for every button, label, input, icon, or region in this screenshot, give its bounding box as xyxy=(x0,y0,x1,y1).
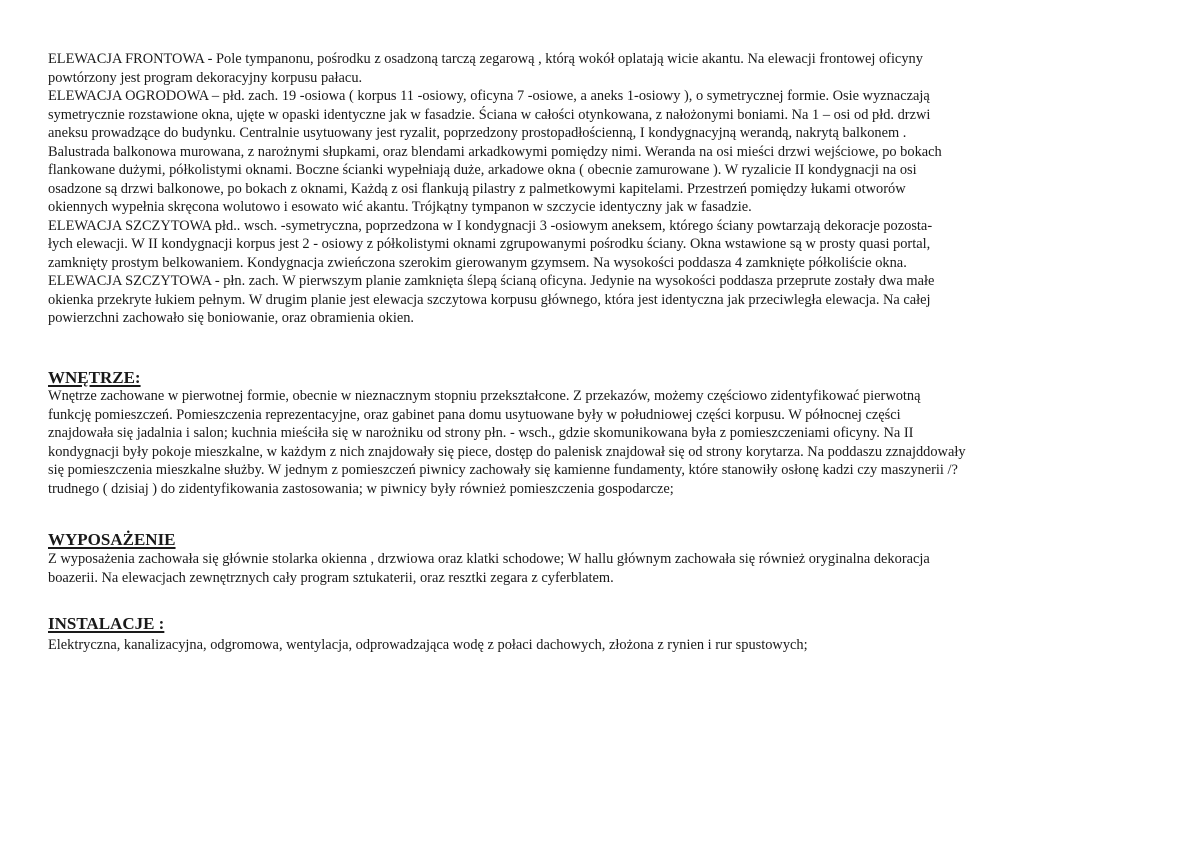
text-line: symetrycznie rozstawione okna, ujęte w opaski identyczne jak w fasadzie. Ściana w całości otynkowana, z nałożonymi boniami. Na 1 – osi od płd. drzwi xyxy=(48,106,931,123)
text-line: okienka przekryte łukiem pełnym. W drugim planie jest elewacja szczytowa korpusu głównego, która jest identyczna jak przeciwległa elewacja. Na całej xyxy=(48,291,931,308)
text-line: ELEWACJA SZCZYTOWA płd.. wsch. -symetryczna, poprzedzona w I kondygnacji 3 -osiowym aneksem, którego ściany powtarzają dekoracje pozosta- xyxy=(48,217,933,234)
text-line: boazerii. Na elewacjach zewnętrznych cały program sztukaterii, oraz resztki zegara z cyferblatem. xyxy=(48,569,614,586)
text-line: Balustrada balkonowa murowana, z narożnymi słupkami, oraz blendami arkadkowymi pomiędzy nimi. Weranda na osi mieści drzwi wejściowe, po bokach xyxy=(48,143,942,160)
elevations-section xyxy=(48,50,1168,328)
interior-heading: WNĘTRZE: xyxy=(48,368,141,387)
text-line: osadzone są drzwi balkonowe, po bokach z oknami, Każdą z osi flankują pilastry z palmetkowymi kapitelami. Przestrzeń pomiędzy łukami otworów xyxy=(48,180,906,197)
furnishing-section xyxy=(48,550,1168,587)
text-line: flankowane dużymi, półkolistymi oknami. Boczne ścianki wypełniają duże, arkadowe okna ( obecnie zamurowane ). W ryzalicie II kondygnacji na osi xyxy=(48,162,917,178)
interior-section xyxy=(48,387,1168,498)
text-line: kondygnacji były pokoje mieszkalne, w każdym z nich znajdowały się piece, dostęp do palenisk znajdował się od strony korytarza. Na poddaszu zznajddowały xyxy=(48,443,966,460)
installations-heading: INSTALACJE : xyxy=(48,614,165,633)
text-line: powierzchni zachowało się boniowanie, oraz obramienia okien. xyxy=(48,310,415,326)
furnishing-heading: WYPOSAŻENIE xyxy=(48,530,176,549)
installations-section xyxy=(48,636,1168,655)
text-line: Z wyposażenia zachowała się głównie stolarka okienna , drzwiowa oraz klatki schodowe; W hallu głównym zachowała się również oryginalna dekoracja xyxy=(48,551,930,567)
text-line: okiennych wypełnia skręcona wolutowo i esowato wić akantu. Trójkątny tympanon w szczycie identyczny jak w fasadzie. xyxy=(48,199,752,215)
text-line: łych elewacji. W II kondygnacji korpus jest 2 - osiowy z półkolistymi oknami zgrupowanymi pośrodku ściany. Okna wstawione są w prosty quasi portal, xyxy=(48,236,931,252)
text-line: Wnętrze zachowane w pierwotnej formie, obecnie w nieznacznym stopniu przekształcone. Z przekazów, możemy częściowo zidentyfikować pierwotną xyxy=(48,388,921,404)
text-line: ELEWACJA OGRODOWA – płd. zach. 19 -osiowa ( korpus 11 -osiowy, oficyna 7 -osiowe, a aneks 1-osiowy ), o symetrycznej formie. Osie wyznaczają xyxy=(48,88,930,104)
text-line: zamknięty prostym belkowaniem. Kondygnacja zwieńczona szerokim gierowanym gzymsem. Na wysokości poddasza 4 zamknięte półkoliście okna. xyxy=(48,254,907,271)
text-line: trudnego ( dzisiaj ) do zidentyfikowania zastosowania; w piwnicy były również pomieszczenia gospodarcze; xyxy=(48,480,674,497)
text-line: Elektryczna, kanalizacyjna, odgromowa, wentylacja, odprowadzająca wodę z połaci dachowych, złożona z rynien i rur spustowych; xyxy=(48,637,808,653)
text-line: aneksu prowadzące do budynku. Centralnie usytuowany jest ryzalit, poprzedzony prostopadłościenną, I kondygnacyjną werandą, nakrytą balkonem . xyxy=(48,125,907,141)
text-line: powtórzony jest program dekoracyjny korpusu pałacu. xyxy=(48,69,363,86)
text-line: się pomieszczenia mieszkalne służby. W jednym z pomieszczeń piwnicy zachowały się kamienne fundamenty, które stanowiły osłonę kadzi czy maszynerii /? xyxy=(48,462,958,478)
text-line: znajdowała się jadalnia i salon; kuchnia mieściła się w narożniku od strony płn. - wsch., gdzie skomunikowana była z pomieszczeniami oficyny. Na II xyxy=(48,425,914,441)
text-line: ELEWACJA SZCZYTOWA - płn. zach. W pierwszym planie zamknięta ślepą ścianą oficyna. Jedynie na wysokości poddasza przeprute zostały dwa małe xyxy=(48,273,935,289)
text-line: ELEWACJA FRONTOWA - Pole tympanonu, pośrodku z osadzoną tarczą zegarową , którą wokół oplatają wicie akantu. Na elewacji frontowej oficyny xyxy=(48,51,923,67)
text-line: funkcję pomieszczeń. Pomieszczenia reprezentacyjne, oraz gabinet pana domu usytuowane były w południowej części korpusu. W północnej części xyxy=(48,406,901,423)
